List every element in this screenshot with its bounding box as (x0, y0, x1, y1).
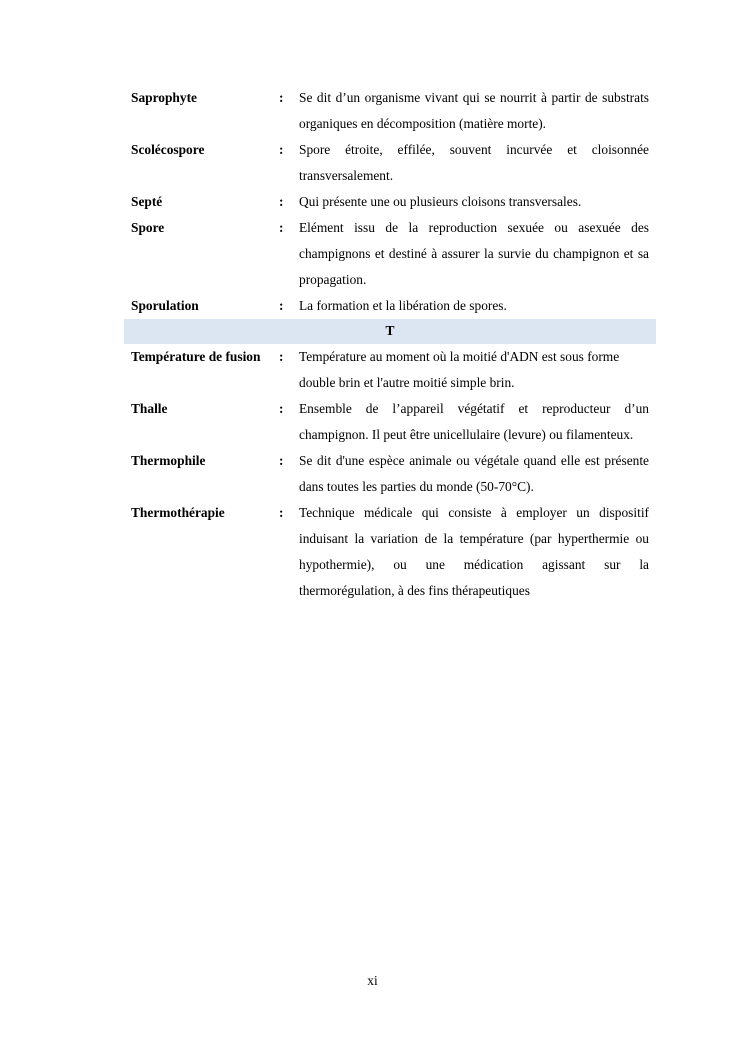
entry-separator: : (279, 453, 284, 468)
glossary-entry-thermophile (124, 448, 656, 500)
entry-term: Thermothérapie (131, 505, 225, 520)
entry-term: Scolécospore (131, 142, 205, 157)
glossary-entry-thermotherapie (124, 500, 656, 604)
glossary-list (124, 85, 656, 604)
glossary-entry-spore (124, 215, 656, 293)
entry-term: Thermophile (131, 453, 206, 468)
entry-term: Spore (131, 220, 165, 235)
entry-term: Température de fusion (131, 349, 261, 364)
entry-definition: Elément issu de la reproduction sexuée ou asexuée des champignons et destiné à assurer la survie du champignon et sa propagation. (299, 220, 649, 287)
entry-separator: : (279, 220, 284, 235)
glossary-entry-thalle (124, 396, 656, 448)
page-number: xi (367, 973, 378, 988)
glossary-entry-septe (124, 189, 656, 215)
entry-separator: : (279, 505, 284, 520)
glossary-entry-scolecospore (124, 137, 656, 189)
entry-separator: : (279, 298, 284, 313)
entry-definition: Spore étroite, effilée, souvent incurvée et cloisonnée transversalement. (299, 142, 649, 183)
entry-separator: : (279, 142, 284, 157)
glossary-entry-temperature-de-fusion (124, 344, 656, 396)
entry-term: Sporulation (131, 298, 199, 313)
entry-definition: Se dit d'une espèce animale ou végétale quand elle est présente dans toutes les parties du monde (50-70°C). (299, 453, 649, 494)
entry-definition: Se dit d’un organisme vivant qui se nourrit à partir de substrats organiques en décomposition (matière morte). (299, 90, 649, 131)
section-header-t: T (124, 319, 656, 344)
entry-separator: : (279, 194, 284, 209)
entry-separator: : (279, 349, 284, 364)
glossary-entry-saprophyte (124, 85, 656, 137)
entry-term: Septé (131, 194, 163, 209)
glossary-entry-sporulation (124, 293, 656, 319)
entry-term: Thalle (131, 401, 168, 416)
entry-definition: Température au moment où la moitié d'ADN est sous forme double brin et l'autre moitié simple brin. (299, 349, 620, 390)
entry-term: Saprophyte (131, 90, 197, 105)
entry-definition: Ensemble de l’appareil végétatif et reproducteur d’un champignon. Il peut être unicellulaire (levure) ou filamenteux. (299, 401, 649, 442)
entry-definition: Qui présente une ou plusieurs cloisons transversales. (299, 194, 582, 209)
entry-definition: Technique médicale qui consiste à employer un dispositif induisant la variation de la température (par hyperthermie ou hypothermie), ou une médication agissant sur la thermorégulation, à des fins thérapeutiques (299, 505, 649, 598)
entry-separator: : (279, 90, 284, 105)
entry-definition: La formation et la libération de spores. (299, 298, 507, 313)
entry-separator: : (279, 401, 284, 416)
